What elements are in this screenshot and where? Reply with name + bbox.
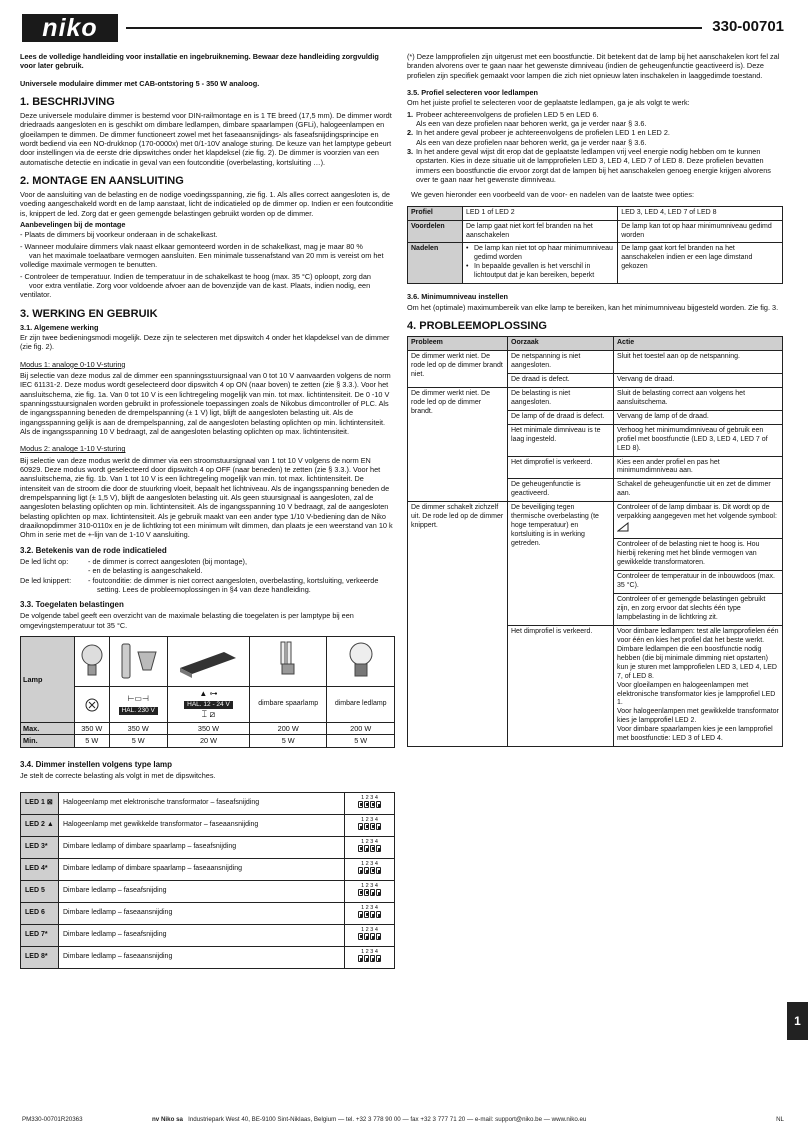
step-3: 3. In het andere geval wijst dit erop dat de geplaatste ledlampen vrij veel energie nodig hebben om te kunnen opstarten. Kies in deze situatie uit de lampprofielen LED 3, LED 4, LED 7 of LED 8. Deze profielen bevatten immers een boostfunctie die ervoor zorgt dat de lampen bij het aanschakelen genoeg energie krijgen alvorens over te gaan naar het gewenste dimniveau. — [407, 146, 771, 184]
section-32-title: 3.2. Betekenis van de rode indicatieled — [20, 545, 167, 555]
dipswitch-off — [358, 911, 363, 918]
section-36-title: 3.6. Minimumniveau instellen — [407, 292, 508, 302]
dipswitch-on — [364, 911, 369, 918]
incandescent-lamp-icon — [75, 637, 110, 687]
max-value: 350 W — [109, 723, 167, 735]
action: Schakel de geheugenfunctie uit en zet de dimmer aan. — [614, 479, 783, 502]
profile-col-2: LED 3, LED 4, LED 7 of LED 8 — [618, 206, 783, 220]
led-key: LED 5 — [21, 881, 59, 903]
dipswitch-off — [376, 867, 381, 874]
voordelen-2: De lamp kan tot op haar minimumniveau gedimd worden — [618, 220, 783, 243]
footer-address: nv Niko sa Industriepark West 40, BE-9100 Sint-Niklaas, Belgium — tel. +32 3 778 90 00 — fax +32 3 777 71 20 — e-mail: support@niko.be — www.niko.eu — [152, 1116, 587, 1123]
rec-2: - Wanneer modulaire dimmers vlak naast elkaar gemonteerd worden in de schakelkast, mag je maar 80 % van het maximale toelaatbare vermogen aansluiten. Een minimale tussenafstand van 20 mm is vereist om het volledige maximale vermogen te benutten. — [20, 241, 384, 270]
dipswitch-off — [358, 867, 363, 874]
led-key: LED 7* — [21, 925, 59, 947]
cause: De belasting is niet aangesloten. — [508, 387, 614, 410]
cause: De draad is defect. — [508, 373, 614, 387]
action: Sluit de belasting correct aan volgens het aansluitschema. — [614, 387, 783, 410]
dipswitch-off — [364, 955, 369, 962]
hal-230-cell: ⊢▭⊣ HAL. 230 V — [109, 687, 167, 723]
cause: De lamp of de draad is defect. — [508, 410, 614, 424]
spaarlamp-icon — [250, 637, 327, 687]
section-33-title: 3.3. Toegelaten belastingen — [20, 600, 124, 610]
load-table — [20, 636, 395, 748]
dipswitch-on — [358, 933, 363, 940]
section-34-body: Je stelt de correcte belasting als volgt in met de dipswitches. — [20, 771, 216, 781]
action: Verhoog het minimumdimniveau of gebruik een profiel met boostfunctie (LED 3, LED 4, LED 7 of LED 8). — [614, 424, 783, 456]
max-value: 200 W — [327, 723, 395, 735]
led-row — [21, 925, 395, 947]
led-row — [21, 947, 395, 969]
hal-230-label: HAL. 230 V — [119, 707, 158, 715]
cause: De geheugenfunctie is geactiveerd. — [508, 479, 614, 502]
cause: Het dimprofiel is verkeerd. — [508, 625, 614, 746]
section-3-title: 3. WERKING EN GEBRUIK — [20, 307, 158, 320]
profile-header: Profiel — [408, 206, 463, 220]
problem-3: De dimmer schakelt zichzelf uit. De rode led op de dimmer knippert. — [408, 502, 508, 747]
page-tab: 1 — [787, 1002, 808, 1040]
max-value: 350 W — [75, 723, 110, 735]
dipswitch-setting: 1 2 3 4 — [345, 947, 395, 969]
header-rule — [126, 27, 702, 29]
spaarlamp-label: dimbare spaarlamp — [250, 687, 327, 723]
action: Sluit het toestel aan op de netspanning. — [614, 350, 783, 373]
led-key: LED 1 ⊠ — [21, 793, 59, 815]
action: Controleer of de lamp dimbaar is. Dit wordt op de verpakking aangegeven met het volgende symbool: — [614, 502, 783, 539]
voordelen-1: De lamp gaat niet kort fel branden na het aanschakelen — [463, 220, 618, 243]
max-value: 350 W — [167, 723, 249, 735]
step-2: 2. In het andere geval probeer je achtereenvolgens de profielen LED 1 en LED 2. Als een van deze profielen naar behoren werkt, ga je verder naar § 3.6. — [407, 128, 670, 147]
led-key: LED 8* — [21, 947, 59, 969]
profile-compare-table — [407, 206, 783, 285]
led-description: Dimbare ledlamp of dimbare spaarlamp – faseafsnijding — [59, 837, 345, 859]
max-label: Max. — [21, 723, 75, 735]
rec-1: - Plaats de dimmers bij voorkeur onderaan in de schakelkast. — [20, 230, 218, 240]
led-description: Dimbare ledlamp – faseaansnijding — [59, 903, 345, 925]
min-value: 5 W — [109, 735, 167, 747]
dipswitch-off — [370, 889, 375, 896]
header — [22, 14, 784, 44]
nadelen-1: • De lamp kan niet tot op haar minimumniveau gedimd worden • In bepaalde gevallen is het verschil in lichtoutput dat je kan bereiken, beperkt — [463, 243, 618, 284]
dipswitch-setting: 1 2 3 4 — [345, 881, 395, 903]
led-key: LED 4* — [21, 859, 59, 881]
led-description: Dimbare ledlamp – faseafsnijding — [59, 881, 345, 903]
lamp-symbol-icon — [75, 687, 110, 723]
dipswitch-on — [364, 823, 369, 830]
footer-code: PM330-00701R20363 — [22, 1116, 83, 1123]
profile-col-1: LED 1 of LED 2 — [463, 206, 618, 220]
action: Vervang de draad. — [614, 373, 783, 387]
led-description: Halogeenlamp met elektronische transformator – faseafsnijding — [59, 793, 345, 815]
min-value: 5 W — [327, 735, 395, 747]
problem-1: De dimmer werkt niet. De rode led op de dimmer brandt niet. — [408, 350, 508, 387]
section-35-title: 3.5. Profiel selecteren voor ledlampen — [407, 87, 538, 97]
section-1-title: 1. BESCHRIJVING — [20, 95, 115, 108]
document-number: 330-00701 — [712, 18, 784, 35]
led-key: LED 3* — [21, 837, 59, 859]
section-36-body: Om het (optimale) maximumbereik van elke lamp te bereiken, kan het minimumniveau bijgesteld worden. Zie fig. 3. — [407, 302, 779, 312]
dipswitch-on — [358, 845, 363, 852]
dipswitch-setting: 1 2 3 4 — [345, 837, 395, 859]
left-column — [20, 52, 395, 969]
dipswitch-off — [358, 823, 363, 830]
dipswitch-off — [370, 933, 375, 940]
led-profile-table — [20, 792, 395, 969]
section-2-title: 2. MONTAGE EN AANSLUITING — [20, 175, 184, 188]
mode-2-title: Modus 2: analoge 1-10 V-sturing — [20, 444, 126, 454]
section-31-title: 3.1. Algemene werking — [20, 322, 99, 332]
nadelen-2: De lamp gaat kort fel branden na het aanschakelen indien er een lage dimstand gekozen — [618, 243, 783, 284]
ledlamp-icon — [327, 637, 395, 687]
max-value: 200 W — [250, 723, 327, 735]
dipswitch-setting: 1 2 3 4 — [345, 815, 395, 837]
adv-intro: We geven hieronder een voorbeeld van de voor- en nadelen van de laatste twee opties: — [411, 190, 695, 200]
dipswitch-on — [370, 845, 375, 852]
dipswitch-off — [376, 845, 381, 852]
action: Voor dimbare ledlampen: test alle lampprofielen één voor één en kies het profiel dat het beste werkt. Dimbare ledlampen die een boostfunctie nodig hebben (die bij minimale dimming niet opstarten) kun je sturen met lampprofielen LED 3, LED 4, LED 7, of LED 8. Voor gloeilampen en halogeenlampen met elektronische transformator kies je lampprofiel LED 1. Voor halogeenlampen met gewikkelde transformator kies je lampprofiel LED 2. Voor dimbare spaarlampen kies je een lampprofiel met boostfunctie: LED 3 of LED 4. — [614, 625, 783, 746]
lamp-label: Lamp — [21, 637, 75, 723]
led-key: LED 2 ▲ — [21, 815, 59, 837]
dipswitch-off — [376, 823, 381, 830]
dipswitch-off — [358, 955, 363, 962]
dipswitch-on — [358, 801, 363, 808]
dimmable-symbol-icon — [617, 522, 629, 536]
dipswitch-off — [376, 955, 381, 962]
dipswitch-on — [358, 889, 363, 896]
min-value: 5 W — [250, 735, 327, 747]
section-34-title: 3.4. Dimmer instellen volgens type lamp — [20, 759, 173, 769]
led-description: Dimbare ledlamp – faseaansnijding — [59, 947, 345, 969]
dipswitch-setting: 1 2 3 4 — [345, 859, 395, 881]
section-2-body: Voor de aansluiting van de belasting en de nodige voedingsspanning, zie fig. 1. Als alles correct aangesloten is, de voeding aangeschakeld wordt en de lamp aanstaat, licht de indicatieled op de dimmer op. Indien er een foutconditie is, knippert de led. Zorg dat er geen gemengde belastingen gebruikt worden op de dimmer. — [20, 190, 394, 218]
led-key: LED 6 — [21, 903, 59, 925]
dipswitch-setting: 1 2 3 4 — [345, 793, 395, 815]
mode-2-body: Bij selectie van deze modus werkt de dimmer via een stroomstuursignaal van 1 tot 10 V volgens de norm EN 60929. Deze modus wordt geselecteerd door dipswitch 4 op OFF (naar beneden) te zetten (zie § 3.3.). Voor het aansluitschema, zie fig. 1b. Van 1 tot 10 V is een lichtregeling mogelijk van min. tot max. lichtintensiteit. De intensiteit van de stroom die door de stuurkring vloeit, bepaalt het lichtniveau. Als de ingangsspanning beneden de drempelspanning ligt (± 1,5 V), blijft de aangesloten belasting uit. Als geen stuursignaal is aangesloten, zal de aangesloten belasting oplichten op min. lichtintensiteit. Als de ingangsspanning 10 V bedraagt, zal de aangesloten belasting oplichten op max. lichtintensiteit. Als je gebruik maakt van een ander type 1/10 V-bediening dan de Niko draaiknopdimmer 310-0110x en je de lichtkring tot een minimum wilt dimmen, dan plaats je een weerstand van 10 k Ohm in serie met de +-lijn van de 1-10 V aansluiting. — [20, 455, 393, 540]
dipswitch-on — [370, 867, 375, 874]
section-33-body: De volgende tabel geeft een overzicht van de maximale belasting die toegelaten is per lamptype bij een omgevingstemperatuur tot 35 °C. — [20, 611, 354, 630]
mode-1-title: Modus 1: analoge 0-10 V-sturing — [20, 359, 126, 369]
dipswitch-off — [370, 955, 375, 962]
voordelen-label: Voordelen — [408, 220, 463, 243]
wound-transformer-icon: ▲ — [46, 821, 54, 829]
led-row — [21, 881, 395, 903]
cause: De beveiliging tegen thermische overbelasting (te hoge temperatuur) en kortsluiting is in werking getreden. — [508, 502, 614, 625]
led-blink-block: De led knippert: - foutconditie: de dimmer is niet correct aangesloten, overbelasting, kortsluiting, verkeerde setting. Lees de probleemoplossingen in §4 van deze handleiding. — [20, 575, 379, 594]
footer-lang: NL — [776, 1116, 784, 1123]
electronic-transformer-icon: ⊠ — [46, 799, 53, 807]
dipswitch-off — [364, 867, 369, 874]
problem-2: De dimmer werkt niet. De rode led op de dimmer brandt. — [408, 387, 508, 502]
led-description: Dimbare ledlamp – faseafsnijding — [59, 925, 345, 947]
boost-note: (*) Deze lampprofielen zijn uitgerust met een boostfunctie. Dit betekent dat de lamp bij het aanschakelen kort fel zal branden alvorens over te gaan naar het gewenste dimniveau (indien de geheugenfunctie geactiveerd is). Deze profielen zijn specifiek gemaakt voor lampen die zich niet opnieuw laten inschakelen in laaggedimde toestand. — [407, 52, 780, 80]
halogen-lamp-icon — [109, 637, 167, 687]
dipswitch-on — [364, 889, 369, 896]
action: Kies een ander profiel en pas het minimumdimniveau aan. — [614, 456, 783, 479]
recommendations-title: Aanbevelingen bij de montage — [20, 220, 126, 230]
hal-12-label: HAL. 12 - 24 V — [184, 701, 233, 709]
section-31-body: Er zijn twee bedieningsmodi mogelijk. Deze zijn te selecteren met dipswitch 4 onder het klapdeksel van de dimmer (zie fig. 2). — [20, 333, 390, 352]
led-row — [21, 903, 395, 925]
led-description: Dimbare ledlamp of dimbare spaarlamp – faseaansnijding — [59, 859, 345, 881]
action: Controleer of de belasting niet te hoog is. Hou hierbij rekening met het blinde vermogen van gewikkelde transformatoren. — [614, 539, 783, 571]
dipswitch-off — [376, 911, 381, 918]
dipswitch-off — [370, 911, 375, 918]
dipswitch-off — [364, 845, 369, 852]
min-label: Min. — [21, 735, 75, 747]
step-1: 1. Probeer achtereenvolgens de profielen LED 5 en LED 6. Als een van deze profielen naar behoren werkt, ga je verder naar § 3.6. — [407, 109, 647, 128]
trouble-header-problem: Probleem — [408, 337, 508, 351]
hal-12-cell: ▲ ⊶ HAL. 12 - 24 V ⌶ ⧄ — [167, 687, 249, 723]
led-description: Halogeenlamp met gewikkelde transformator – faseaansnijding — [59, 815, 345, 837]
dipswitch-on — [364, 801, 369, 808]
cause: Het dimprofiel is verkeerd. — [508, 456, 614, 479]
transformer-icon — [167, 637, 249, 687]
product-title: Universele modulaire dimmer met CAB-ontstoring 5 - 350 W analoog. — [20, 78, 260, 88]
intro-lead: Lees de volledige handleiding voor installatie en ingebruikneming. Bewaar deze handleiding zorgvuldig voor later gebruik. — [20, 52, 379, 71]
led-row — [21, 815, 395, 837]
min-value: 5 W — [75, 735, 110, 747]
troubleshooting-table — [407, 336, 783, 747]
right-column — [407, 52, 783, 747]
section-4-title: 4. PROBLEEMOPLOSSING — [407, 319, 547, 332]
mode-1-body: Bij selectie van deze modus zal de dimmer een spanningsstuursignaal van 0 tot 10 V aanvaarden volgens de norm IEC 61131-2. Deze modus wordt geselecteerd door dipswitch 4 op ON (naar boven) te zetten (zie § 3.3.). Voor het aansluitschema, zie fig. 1a. Van 0 tot 10 V is een lichtregeling mogelijk van min. tot max. lichtintensiteit. De 0 -10 V spanningsstuursignalen worden gebruikt in professionele toepassingen zoals de Nikobus dimcontroller of PLC. Als de ingangsspanning beneden de drempelspanning (± 1 V) ligt, blijft de aangesloten belasting uit. Als de ingangsspanning gelijk is aan de drempelspanning, zal de aangesloten belasting oplichten op min. lichtintensiteit. Als de ingangsspanning 10 V bedraagt, zal de aangesloten belasting oplichten op max. lichtintensiteit. — [20, 371, 391, 437]
dipswitch-off — [376, 933, 381, 940]
ledlamp-label: dimbare ledlamp — [327, 687, 395, 723]
action: Controleer of er gemengde belastingen gebruikt zijn, en zorg ervoor dat slechts één type lampbelasting in de lichtkring zit. — [614, 593, 783, 625]
section-35-body: Om het juiste profiel te selecteren voor de geplaatste ledlampen, ga je als volgt te werk: — [407, 98, 690, 108]
trouble-header-cause: Oorzaak — [508, 337, 614, 351]
dipswitch-on — [370, 801, 375, 808]
led-on-block: De led licht op: - de dimmer is correct aangesloten (bij montage), - en de belasting is aangeschakeld. — [20, 556, 247, 576]
action: Controleer de temperatuur in de inbouwdoos (max. 35 °C). — [614, 571, 783, 594]
trouble-header-action: Actie — [614, 337, 783, 351]
led-row — [21, 859, 395, 881]
niko-logo: niko — [22, 14, 118, 42]
min-value: 20 W — [167, 735, 249, 747]
dipswitch-off — [376, 889, 381, 896]
dipswitch-off — [376, 801, 381, 808]
dipswitch-setting: 1 2 3 4 — [345, 903, 395, 925]
led-row — [21, 837, 395, 859]
nadelen-label: Nadelen — [408, 243, 463, 284]
action: Vervang de lamp of de draad. — [614, 410, 783, 424]
led-row — [21, 793, 395, 815]
dipswitch-off — [364, 933, 369, 940]
cause: De netspanning is niet aangesloten. — [508, 350, 614, 373]
section-1-body: Deze universele modulaire dimmer is bestemd voor DIN-railmontage en is 1 TE breed (17,5 mm). De dimmer wordt driedraads aangesloten en is geschikt om dimbare ledlampen, dimbare spaarlampen (GFLi), halogeenlampen en gloeilampen te dimmen. De dimmer functioneert zowel met het faseaansnijdings- als faseafsnijdingsprincipe en wordt bediend via een NO-drukknop (170-0000x) met 0/1-10V analoge sturing. De keuze van het lamptype gebeurt door instellingen via de eerste drie dipswitches onder het klapdeksel (zie fig. 2). De dimmer is voorzien van een automatische detectie en indicatie in geval van een foutconditie (overbelasting, kortsluiting …). — [20, 111, 392, 167]
dipswitch-setting: 1 2 3 4 — [345, 925, 395, 947]
rec-3: - Controleer de temperatuur. Indien de temperatuur in de schakelkast te hoog (max. 35 °C) oploopt, zorg dan voor extra ventilatie. Zorg voor voldoende afvoer aan de bovenzijde van de kast. Plaats, indien nodig, een ventilator. — [20, 271, 371, 300]
dipswitch-on — [370, 823, 375, 830]
cause: Het minimale dimniveau is te laag ingesteld. — [508, 424, 614, 456]
